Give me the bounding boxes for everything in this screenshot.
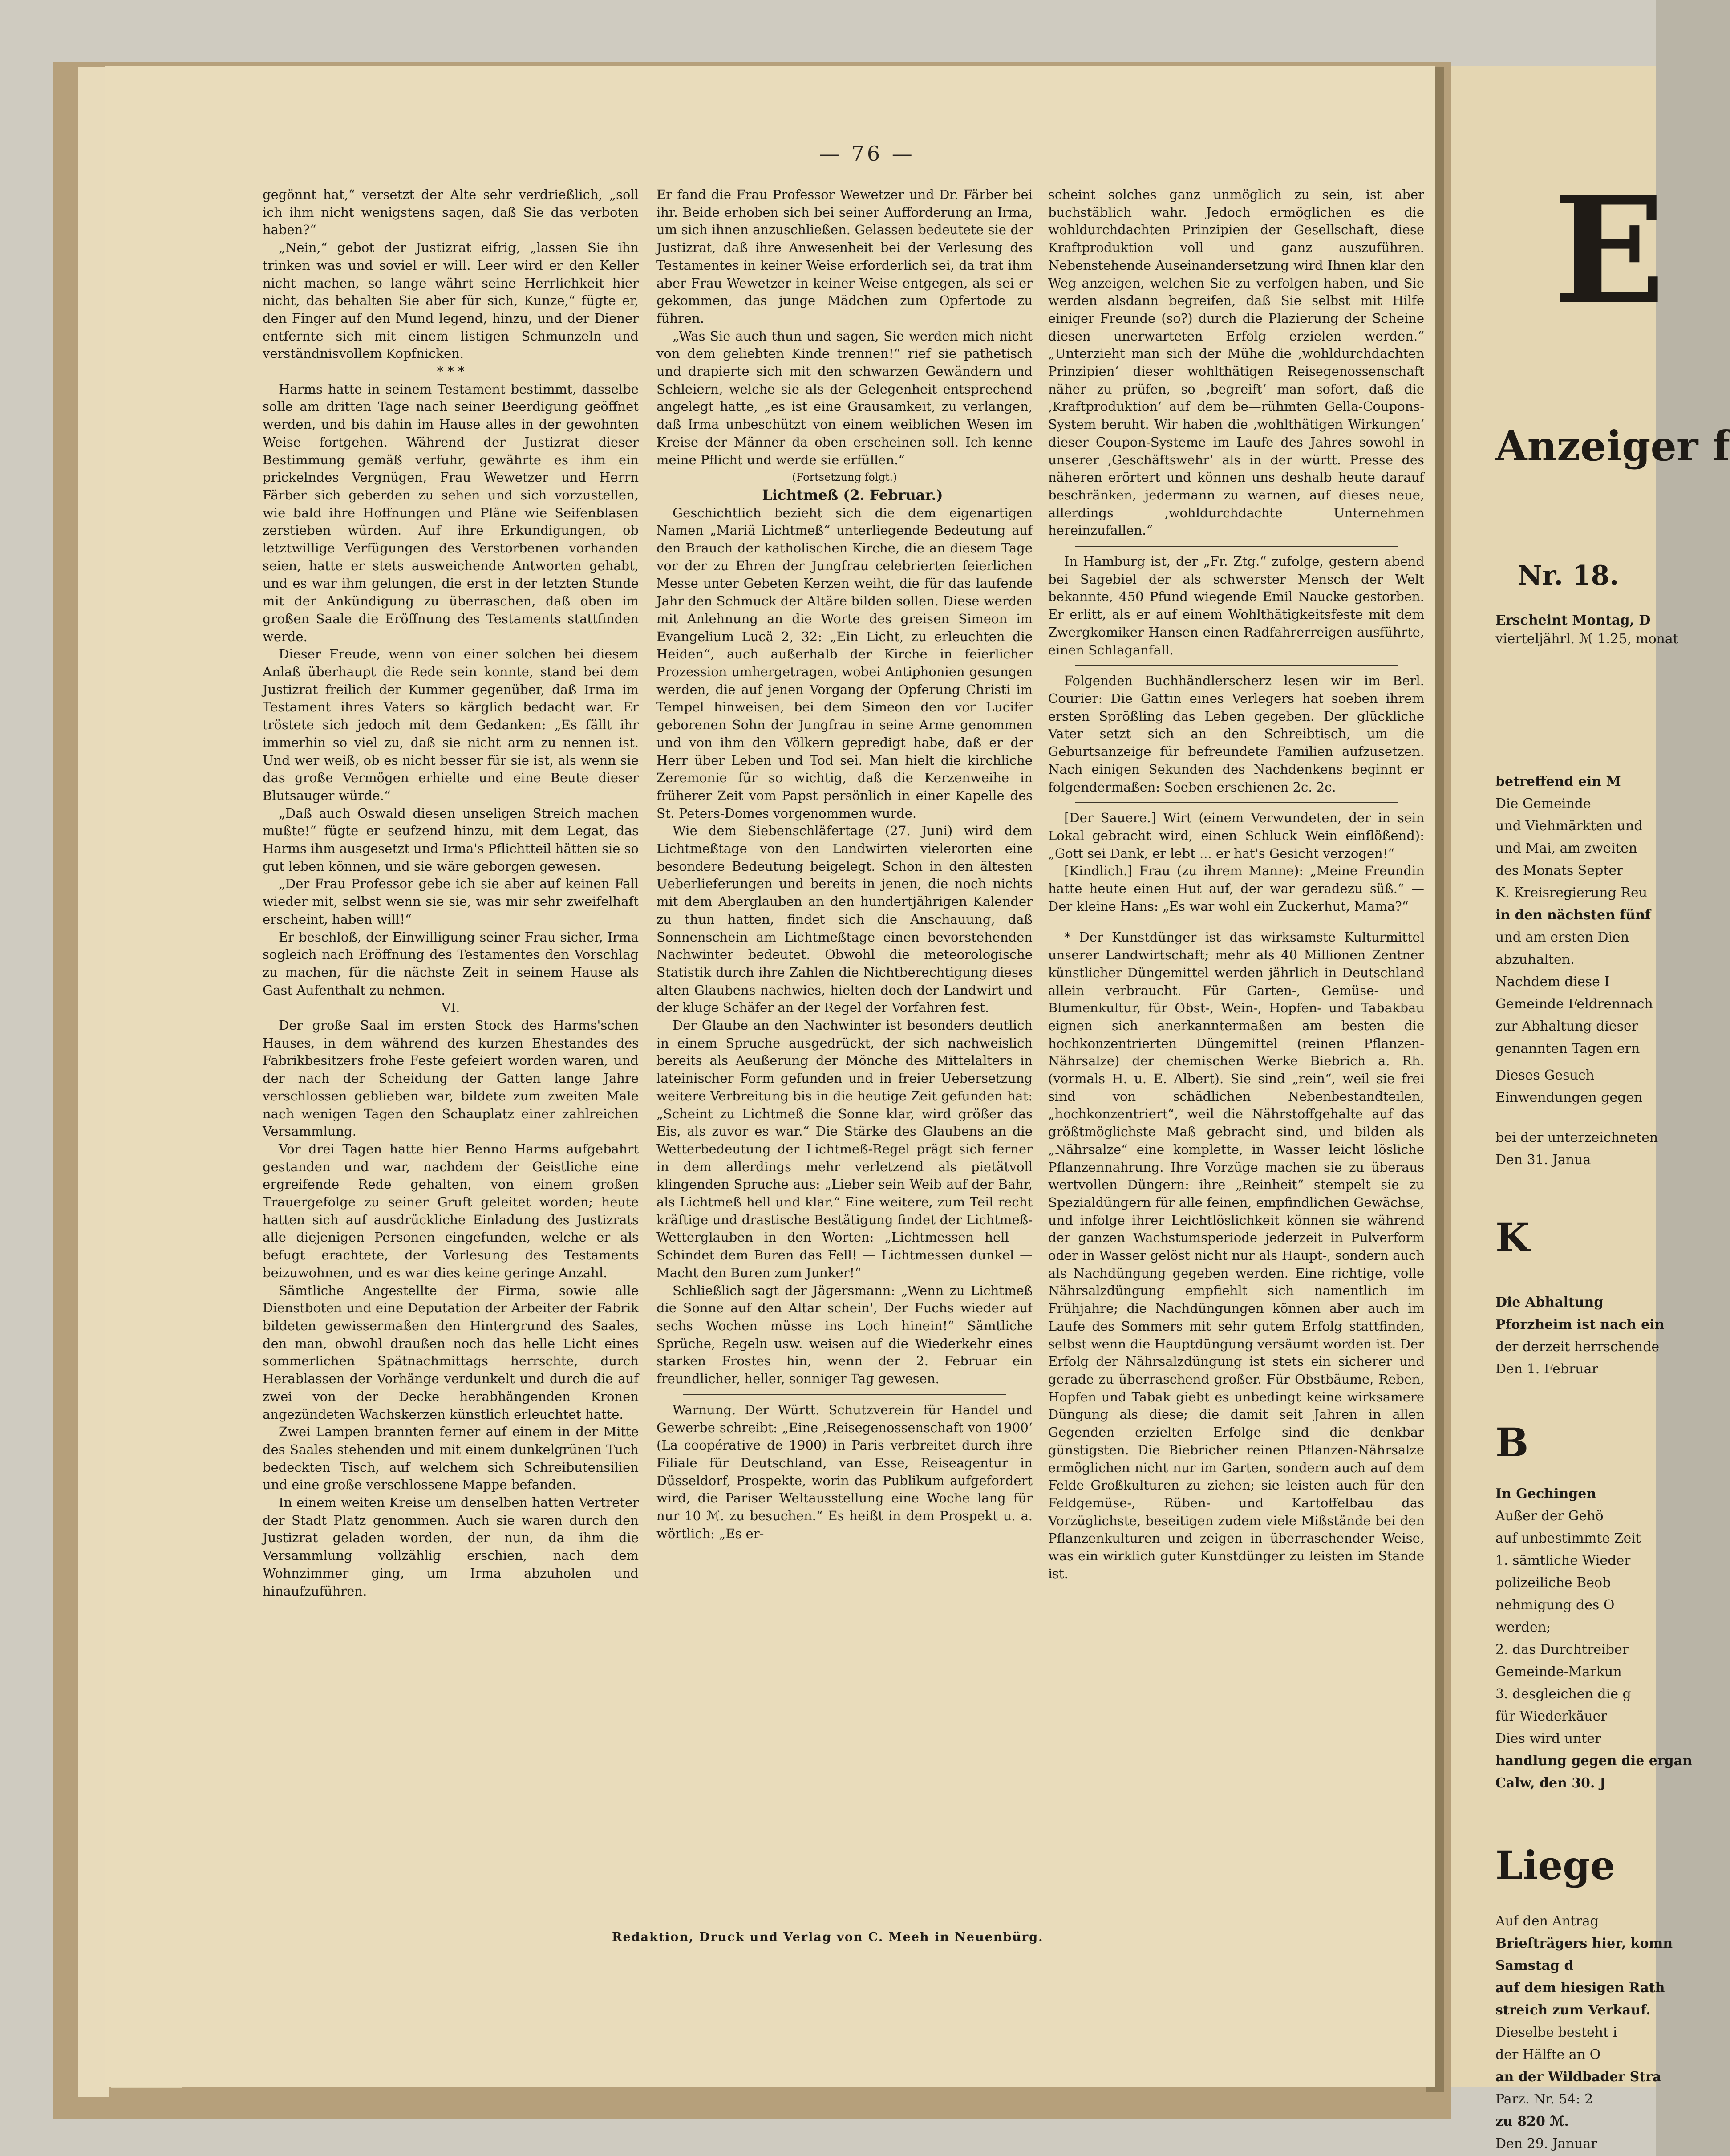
paragraph: Der große Saal im ersten Stock des Harms'schen Hauses, in dem während des kurzen Ehestandes des Fabrikbesitzers frohe Feste gefeiert worden waren, und der nach der Scheidung der Gatten lange Jahre verschlossen geblieben war, bildete zum zweiten Male nach wenigen Tagen den Schauplatz einer zahlreichen Versammlung.	[263, 1018, 639, 1139]
paragraph: gegönnt hat,“ versetzt der Alte sehr verdrießlich, „soll ich ihm nicht wenigstens sagen, daß Sie das verboten haben?“	[263, 187, 639, 238]
next-page-fragment	[1451, 66, 1730, 2152]
next-page-text: In Gechingen	[1495, 1486, 1596, 1502]
paragraph: „Nein,“ gebot der Justizrat eifrig, „lassen Sie ihn trinken was und soviel er will. Leer wird er den Keller nicht machen, so lange währt seine Herrlichkeit hier nicht, das behalten Sie aber für sich, Kunze,“ fügte er, den Finger auf den Mund legend, hinzu, und der Diener entfernte sich mit einem listigen Schmunzeln und verständnisvollem Kopfnicken.	[263, 240, 639, 361]
paragraph: Wie dem Siebenschläfertage (27. Juni) wird dem Lichtmeßtage von den Landwirten vielerorten eine besondere Bedeutung beigelegt. Schon in den ältesten Ueberlieferungen und bereits in jenen, die noch nichts mit dem Aberglauben an den hundertjährigen Kalender zu thun hatten, findet sich die Anschauung, daß Sonnenschein am Lichtmeßtage einen bevorstehenden Nachwinter bedeutet. Obwohl die meteorologische Statistik durch ihre Zahlen die Nichtberechtigung dieses alten Glaubens nachwies, hielten doch der Landwirt und der kluge Schäfer an der Regel der Vorfahren fest.	[656, 823, 1033, 1015]
next-page-text: zur Abhaltung dieser	[1495, 1019, 1638, 1034]
next-page-text: Den 29. Januar	[1495, 2136, 1597, 2152]
column-divider	[1075, 665, 1398, 666]
imprint-footer: Redaktion, Druck und Verlag von C. Meeh in Neuenbürg.	[612, 1930, 1044, 1944]
next-page-text: des Monats Septer	[1495, 863, 1623, 878]
next-page-text: polizeiliche Beob	[1495, 1575, 1611, 1591]
paragraph: (Fortsetzung folgt.)	[792, 471, 897, 484]
column-2	[656, 186, 1033, 1543]
next-page-text: bei der unterzeichneten	[1495, 1130, 1658, 1145]
next-page-text: auf unbestimmte Zeit	[1495, 1531, 1641, 1546]
paragraph: Sämtliche Angestellte der Firma, sowie alle Dienstboten und eine Deputation der Arbeiter der Fabrik bildeten gewissermaßen den Hintergrund des Saales, den man, obwohl draußen noch das helle Licht eines sommerlichen Spätnachmittags herrschte, durch Herablassen der Vorhänge verdunkelt und durch die auf zwei von der Decke herabhängenden Kronen angezündeten Wachskerzen künstlich erleuchtet hatte.	[263, 1283, 639, 1422]
next-page-text: 1. sämtliche Wieder	[1495, 1553, 1631, 1568]
paragraph: Der Glaube an den Nachwinter ist besonders deutlich in einem Spruche ausgedrückt, der sich nachweislich bereits als Aeußerung der Mönche des Mittelalters in lateinischer Form gefunden und in freier Uebersetzung weitere Verbreitung bis in die heutige Zeit gefunden hat: „Scheint zu Lichtmeß die Sonne klar, wird größer das Eis, als zuvor es war.“ Die Stärke des Glaubens an die Wetterbedeutung der Lichtmeß-Regel prägt sich ferner in dem allerdings mehr verletzend als pietätvoll klingenden Spruche aus: „Lieber sein Weib auf der Bahr, als Lichtmeß hell und klar.“ Eine weitere, zum Teil recht kräftige und drastische Bestätigung findet der Lichtmeß-Wetterglauben in den Worten: „Lichtmessen hell — Schindet dem Buren das Fell! — Lichtmessen dunkel — Macht den Buren zum Junker!“	[656, 1018, 1033, 1280]
next-page-text: Außer der Gehö	[1495, 1508, 1604, 1524]
next-page-text: vierteljährl. ℳ 1.25, monat	[1495, 631, 1678, 647]
next-page-text: und Mai, am zweiten	[1495, 840, 1637, 856]
section-marker: VI.	[441, 1000, 460, 1015]
next-page-text: Auf den Antrag	[1495, 1913, 1599, 1929]
paragraph: Geschichtlich bezieht sich die dem eigenartigen Namen „Mariä Lichtmeß“ unterliegende Bedeutung auf den Brauch der katholischen Kirche, die an diesem Tage vor der zu Ehren der Jungfrau celebrierten feierlichen Messe unter Gebeten Kerzen weiht, die für das laufende Jahr den Schmuck der Altäre bilden sollen. Diese werden mit Anlehnung an die Worte des greisen Simeon im Evangelium Lucä 2, 32: „Ein Licht, zu erleuchten die Heiden“, auch außerhalb der Kirche in feierlicher Prozession umhergetragen, wobei Antiphonien gesungen werden, die auf jenen Vorgang der Opferung Christi im Tempel hinweisen, bei dem Simeon den vor Lucifer geborenen Sohn der Jungfrau in seine Arme genommen und von ihm den Völkern gepredigt habe, daß er der Herr über Leben und Tod sei. Man hielt die kirchliche Zeremonie für so wichtig, daß die Kerzenweihe in früherer Zeit vom Papst persönlich in einer Kapelle des St. Peters-Domes vorgenommen wurde.	[656, 505, 1033, 821]
next-page-text: 2. das Durchtreiber	[1495, 1642, 1629, 1657]
paragraph: Dieser Freude, wenn von einer solchen bei diesem Anlaß überhaupt die Rede sein konnte, stand bei dem Justizrat freilich der Kummer gegenüber, daß Irma im Testament ihres Vaters so kärglich bedacht war. Er tröstete sich jedoch mit dem Gedanken: „Es fällt ihr immerhin so viel zu, daß sie nicht arm zu nennen ist. Und wer weiß, ob es nicht besser für sie ist, als wenn sie das große Vermögen erhielte und eine Beute dieser Blutsauger würde.“	[263, 646, 639, 803]
next-page-text: Den 31. Janua	[1495, 1152, 1591, 1168]
next-page-text: handlung gegen die ergan	[1495, 1753, 1692, 1769]
article-heading: Lichtmeß (2. Februar.)	[762, 486, 943, 503]
paragraph: [Der Sauere.] Wirt (einem Verwundeten, der in sein Lokal gebracht wird, einen Schluck Wein einflößend): „Gott sei Dank, er lebt ... er hat's Gesicht verzogen!“	[1048, 810, 1424, 861]
next-page-text: streich zum Verkauf.	[1495, 2002, 1651, 2018]
next-page-text: für Wiederkäuer	[1495, 1709, 1607, 1724]
next-page-text: Die Abhaltung	[1495, 1295, 1604, 1310]
paragraph: Schließlich sagt der Jägersmann: „Wenn zu Lichtmeß die Sonne auf den Altar schein', Der Fuchs wieder auf sechs Wochen müsse ins Loch hinein!“ Sämtliche Sprüche, Regeln usw. weisen auf die Wiederkehr eines starken Frostes hin, wenn der 2. Februar ein freundlicher, heller, sonniger Tag gewesen.	[656, 1283, 1033, 1387]
next-page-text: Den 1. Februar	[1495, 1361, 1598, 1377]
paragraph: „Der Frau Professor gebe ich sie aber auf keinen Fall wieder mit, selbst wenn sie sie, was mir sehr zweifelhaft erscheint, haben will!“	[263, 876, 639, 927]
next-page-text: B	[1495, 1419, 1529, 1466]
next-page-text: Briefträgers hier, komn	[1495, 1936, 1673, 1951]
paragraph: [Kindlich.] Frau (zu ihrem Manne): „Meine Freundin hatte heute einen Hut auf, der war geradezu süß.“ — Der kleine Hans: „Es war wohl ein Zuckerhut, Mama?“	[1048, 863, 1424, 914]
paragraph: scheint solches ganz unmöglich zu sein, ist aber buchstäblich wahr. Jedoch ermöglichen es die wohldurchdachten Prinzipien der Gesellschaft, diese Kraftproduktion voll und ganz auszuführen. Nebenstehende Auseinandersetzung wird Ihnen klar den Weg anzeigen, welchen Sie zu verfolgen haben, und Sie werden alsdann begreifen, daß Sie selbst mit Hilfe einiger Freunde (so?) durch die Plazierung der Scheine diesen unerwarteten Erfolg erzielen werden.“ „Unterzieht man sich der Mühe die ‚wohldurchdachten Prinzipien‘ dieser wohlthätigen Reisegenossenschaft näher zu prüfen, so ‚begreift‘ man sofort, daß die ‚Kraftproduktion‘ auf dem be—rühmten Gella-Coupons-System beruht. Wir haben die ‚wohlthätigen Wirkungen‘ dieser Coupon-Systeme im Laufe des Jahres sowohl in unserer ‚Geschäftswehr‘ als in der württ. Presse des näheren erörtert und können uns deshalb heute darauf beschränken, jedermann zu warnen, auf dieses neue, allerdings ‚wohldurchdachte Unternehmen hereinzufallen.“	[1048, 187, 1424, 538]
next-page-text: Calw, den 30. J	[1495, 1775, 1606, 1791]
next-page-text: E	[1553, 164, 1665, 337]
paragraph: Folgenden Buchhändlerscherz lesen wir im Berl. Courier: Die Gattin eines Verlegers hat soeben ihrem ersten Sprößling das Leben gegeben. Der glückliche Vater setzt sich an den Schreibtisch, um die Geburtsanzeige für befreundete Familien aufzusetzen. Nach einigen Sekunden des Nachdenkens beginnt er folgendermaßen: Soeben erschienen 2c. 2c.	[1048, 673, 1424, 795]
page-number: — 76 —	[819, 142, 915, 166]
next-page-text: Nr. 18.	[1518, 560, 1619, 591]
next-page-text: genannten Tagen ern	[1495, 1041, 1640, 1056]
paragraph: Harms hatte in seinem Testament bestimmt, dasselbe solle am dritten Tage nach seiner Beerdigung geöffnet werden, und bis dahin im Hause alles in der gewohnten Weise fortgehen. Während der Justizrat dieser Bestimmung gemäß verfuhr, gewährte es ihm ein prickelndes Vergnügen, Frau Wewetzer und Herrn Färber sich geberden zu sehen und sich vorzustellen, wie bald ihre Hoffnungen und Pläne wie Seifenblasen zerstieben würden. Auf ihre Erkundigungen, ob letztwillige Verfügungen des Verstorbenen vorhanden seien, hatte er stets ausweichende Antworten gehabt, und es war ihm gelungen, die erst in der letzten Stunde mit der Ankündigung zu überraschen, daß oben im großen Saale die Eröffnung des Testaments stattfinden werde.	[263, 381, 639, 644]
next-page-text: zu 820 ℳ.	[1495, 2114, 1569, 2129]
paragraph: Zwei Lampen brannten ferner auf einem in der Mitte des Saales stehenden und mit einem dunkelgrünen Tuch bedeckten Tisch, auf welchem sich Schreibutensilien und eine große verschlossene Mappe befanden.	[263, 1424, 639, 1493]
next-page-text: an der Wildbader Stra	[1495, 2069, 1661, 2085]
next-page-text: der Hälfte an O	[1495, 2047, 1601, 2063]
next-page-text: betreffend ein M	[1495, 774, 1621, 789]
next-page-text: Nachdem diese I	[1495, 974, 1610, 990]
column-1	[263, 186, 639, 1600]
next-page-text: der derzeit herrschende	[1495, 1339, 1660, 1355]
next-page-text: K. Kreisregierung Reu	[1495, 885, 1648, 901]
next-page-text: 3. desgleichen die g	[1495, 1686, 1631, 1702]
next-page-text: Anzeiger f	[1495, 422, 1730, 470]
next-page-text: werden;	[1495, 1620, 1551, 1635]
paragraph: „Daß auch Oswald diesen unseligen Streich machen mußte!“ fügte er seufzend hinzu, mit dem Legat, das Harms ihm ausgesetzt und Irma's Pflichtteil hätten sie so gut leben können, und sie wäre geborgen gewesen.	[263, 805, 639, 874]
next-page-text: Liege	[1495, 1842, 1615, 1888]
paragraph: „Was Sie auch thun und sagen, Sie werden mich nicht von dem geliebten Kinde trennen!“ rief sie pathetisch und drapierte sich mit den schwarzen Gewändern und Schleiern, welche sie als der Gelegenheit entsprechend angelegt hatte, „es ist eine Grausamkeit, zu verlangen, daß Irma unbeschützt von einem weiblichen Wesen im Kreise der Männer da oben erscheinen soll. Ich kenne meine Pflicht und werde sie erfüllen.“	[656, 328, 1033, 467]
paragraph: In Hamburg ist, der „Fr. Ztg.“ zufolge, gestern abend bei Sagebiel der als schwerster Mensch der Welt bekannte, 450 Pfund wiegende Emil Naucke gestorben. Er erlitt, als er auf einem Wohlthätigkeitsfeste mit dem Zwergkomiker Hansen einen Radfahrerreigen ausführte, einen Schlaganfall.	[1048, 554, 1424, 658]
next-page-text: Dieses Gesuch	[1495, 1068, 1595, 1083]
next-page-text: Gemeinde Feldrennach	[1495, 996, 1653, 1012]
next-page-text: und Viehmärkten und	[1495, 818, 1643, 834]
paragraph: * Der Kunstdünger ist das wirksamste Kulturmittel unserer Landwirtschaft; mehr als 40 Millionen Zentner künstlicher Düngemittel werden jährlich in Deutschland allein verbraucht. Für Garten-, Gemüse- und Blumenkultur, für Obst-, Wein-, Hopfen- und Tabakbau eignen sich anerkanntermaßen am besten die hochkonzentrierten Düngemittel (reinen Pflanzen-Nährsalze) der chemischen Werke Biebrich a. Rh. (vormals H. u. E. Albert). Sie sind „rein“, weil sie frei sind von schädlichen Nebenbestandteilen, „hochkonzentriert“, weil die Nährstoffgehalte auf das größtmöglichste Maß gebracht sind, und bilden als „Nährsalze“ eine komplette, in Wasser leicht lösliche Pflanzennahrung. Ihre Vorzüge machen sie zu überaus wertvollen Düngern: ihre „Reinheit“ stempelt sie zu Spezialdüngern für alle feinen, empfindlichen Gewächse, und infolge ihrer Leichtlöslichkeit können sie während der ganzen Wachstumsperiode jederzeit in Pulverform oder in Wasser gelöst nicht nur als Haupt-, sondern auch als Nachdüngung gegeben werden. Eine richtige, volle Nährsalzdüngung empfiehlt sich namentlich im Frühjahre; die Nachdüngungen können aber auch im Laufe des Sommers mit sehr gutem Erfolg stattfinden, selbst wenn die Hauptdüngung versäumt worden ist. Der Erfolg der Nährsalzdüngung ist stets ein sicherer und gerade zu überraschend großer. Für Obstbäume, Reben, Hopfen und Tabak giebt es unbedingt keine wirksamere Düngung als diese; die damit seit Jahren in allen Gegenden erzielten Erfolge sind die denkbar günstigsten. Die Biebricher reinen Pflanzen-Nährsalze ermöglichen nicht nur im Garten, sondern auch auf dem Felde Großkulturen zu ziehen; sie leisten auch für den Feldgemüse-, Rüben- und Kartoffelbau das Vorzüglichste, beseitigen zudem viele Mißstände bei den Pflanzenkulturen und zeigen in überraschender Weise, was ein wirklich guter Kunstdünger zu leisten im Stande ist.	[1048, 930, 1424, 1581]
paragraph: Vor drei Tagen hatte hier Benno Harms aufgebahrt gestanden und war, nachdem der Geistliche eine ergreifende Rede gehalten, von einem großen Trauergefolge zu seiner Gruft geleitet worden; heute hatten sich auf ausdrückliche Einladung des Justizrats alle diejenigen Personen eingefunden, welche er als befugt erachtete, der Vorlesung des Testaments beizuwohnen, und es war dies keine geringe Anzahl.	[263, 1141, 639, 1280]
column-divider	[1075, 546, 1398, 547]
next-page-text: Dieselbe besteht i	[1495, 2025, 1617, 2040]
next-page-text: K	[1495, 1214, 1530, 1261]
paragraph: Er beschloß, der Einwilligung seiner Frau sicher, Irma sogleich nach Eröffnung des Testamentes den Vorschlag zu machen, für die nächste Zeit in seinem Hause als Gast Aufenthalt zu nehmen.	[263, 929, 639, 998]
paragraph: Er fand die Frau Professor Wewetzer und Dr. Färber bei ihr. Beide erhoben sich bei seiner Aufforderung an Irma, um sich ihnen anzuschließen. Gelassen bedeutete sie der Justizrat, daß ihre Anwesenheit bei der Verlesung des Testamentes in keiner Weise erforderlich sei, da trat ihm aber Frau Wewetzer in keiner Weise entgegen, als sei er gekommen, das junge Mädchen zum Opfertode zu führen.	[656, 187, 1033, 326]
section-marker: * * *	[437, 364, 465, 379]
column-divider	[1075, 802, 1398, 803]
column-3	[1048, 186, 1424, 1583]
next-page-text: Einwendungen gegen	[1495, 1090, 1643, 1105]
paragraph: In einem weiten Kreise um denselben hatten Vertreter der Stadt Platz genommen. Auch sie waren durch den Justizrat geladen worden, der nun, da ihm die Versammlung vollzählig erschien, nach dem Wohnzimmer ging, um Irma abzuholen und hinaufzuführen.	[263, 1495, 639, 1599]
column-divider	[683, 1394, 1006, 1395]
next-page-text: nehmigung des O	[1495, 1597, 1615, 1613]
next-page-text: Dies wird unter	[1495, 1731, 1601, 1746]
next-page-text: in den nächsten fünf	[1495, 907, 1651, 923]
next-page-text: abzuhalten.	[1495, 952, 1575, 967]
next-page-text: auf dem hiesigen Rath	[1495, 1980, 1665, 1996]
next-page-text: Erscheint Montag, D	[1495, 613, 1651, 628]
next-page-text: Parz. Nr. 54: 2	[1495, 2091, 1593, 2107]
next-page-text: Gemeinde-Markun	[1495, 1664, 1622, 1680]
next-page-text: Samstag d	[1495, 1958, 1574, 1973]
paragraph: Warnung. Der Württ. Schutzverein für Handel und Gewerbe schreibt: „Eine ‚Reisegenossenschaft von 1900‘ (La coopérative de 1900) in Paris verbreitet durch ihre Filiale für Deutschland, van Esse, Reiseagentur in Düsseldorf, Prospekte, worin das Publikum aufgefordert wird, die Pariser Weltausstellung eine Woche lang für nur 10 ℳ. zu besuchen.“ Es heißt in dem Prospekt u. a. wörtlich: „Es er-	[656, 1402, 1033, 1541]
next-page-text: Die Gemeinde	[1495, 796, 1591, 812]
next-page-text: und am ersten Dien	[1495, 930, 1629, 945]
next-page-text: Pforzheim ist nach ein	[1495, 1317, 1665, 1332]
